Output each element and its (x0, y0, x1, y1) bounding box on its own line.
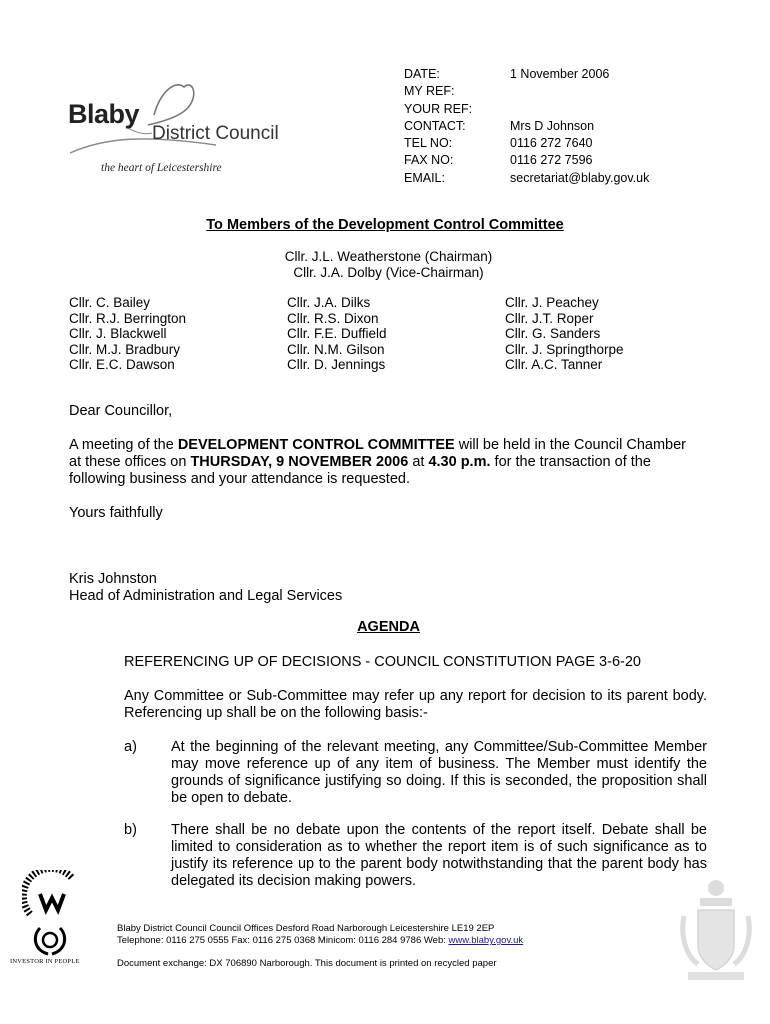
member-name: Cllr. R.J. Berrington (69, 310, 187, 326)
members-col-1 (69, 295, 186, 373)
salutation: Dear Councillor, (69, 403, 173, 419)
meeting-paragraph (69, 437, 689, 488)
meta-row (404, 101, 649, 118)
agenda-intro: Any Committee or Sub-Committee may refer up any report for decision to its parent body. Referencing up shall be on the following basis:- (124, 688, 707, 721)
item-label: b) (124, 822, 137, 838)
meta-label: DATE: (404, 67, 440, 81)
logo-brand: Blaby (68, 99, 140, 129)
member-name: Cllr. C. Bailey (69, 295, 151, 310)
members-col-2 (287, 295, 387, 373)
member-name: Cllr. A.C. Tanner (505, 357, 603, 372)
closing: Yours faithfully (69, 505, 163, 521)
meta-value: 0116 272 7640 (510, 136, 593, 151)
meeting-text: will be held in the Council Chamber at these offices on (69, 437, 687, 470)
footer-contacts-text: Telephone: 0116 275 0555 Fax: 0116 275 0368 Minicom: 0116 284 9786 Web: (117, 935, 449, 946)
footer-web-link[interactable]: www.blaby.gov.uk (448, 935, 524, 946)
footer-exchange: Document exchange: DX 706890 Narborough. This document is printed on recycled paper (117, 958, 497, 969)
member-name: Cllr. J.A. Dilks (287, 295, 371, 310)
meeting-time: 4.30 p.m. (428, 454, 491, 470)
meta-value: secretariat@blaby.gov.uk (510, 170, 650, 185)
meta-label: FAX NO: (404, 153, 454, 168)
meeting-text: for the transaction of the following business and your attendance is requested. (69, 454, 651, 487)
meta-row (404, 66, 649, 83)
meta-label: MY REF: (404, 84, 455, 99)
member-name: Cllr. F.E. Duffield (287, 326, 387, 341)
signatory-title: Head of Administration and Legal Services (69, 588, 343, 604)
chairman: Cllr. J.L. Weatherstone (Chairman) (284, 249, 493, 264)
meta-value: Mrs D Johnson (510, 118, 595, 133)
agenda-subtitle: REFERENCING UP OF DECISIONS - COUNCIL CONSTITUTION PAGE 3-6-20 (124, 654, 641, 670)
member-name: Cllr. J. Springthorpe (505, 341, 624, 357)
vice-chairman: Cllr. J.A. Dolby (Vice-Chairman) (293, 265, 484, 280)
meta-row (404, 170, 649, 187)
footer-address: Blaby District Council Council Offices Desford Road Narborough Leicestershire LE19 2EP (117, 923, 495, 934)
logo-council: District Council (152, 123, 279, 144)
meta-row (404, 83, 649, 100)
signatory-name: Kris Johnston (69, 571, 157, 587)
letter-meta (404, 66, 649, 187)
meta-row (404, 135, 649, 152)
council-logo (66, 75, 296, 185)
meta-row (404, 118, 649, 135)
page-title: To Members of the Development Control Committee (206, 217, 564, 233)
logo-tagline: the heart of Leicestershire (101, 162, 222, 174)
disability-badge (22, 870, 80, 922)
footer-contacts (117, 935, 523, 947)
member-name: Cllr. J. Peachey (505, 295, 599, 310)
meta-label: TEL NO: (404, 136, 453, 151)
meta-label: EMAIL: (404, 170, 445, 185)
member-name: Cllr. R.S. Dixon (287, 310, 379, 326)
investor-label: INVESTOR IN PEOPLE (10, 958, 80, 965)
members-col-3 (505, 295, 624, 373)
item-label: a) (124, 739, 137, 755)
member-name: Cllr. J. Blackwell (69, 326, 167, 341)
investor-badge (30, 922, 70, 958)
member-name: Cllr. N.M. Gilson (287, 341, 385, 357)
item-text: At the beginning of the relevant meeting, any Committee/Sub-Committee Member may move reference up of any item of business. The Member must identify the grounds of significance justifying so doing. If this is seconded, the proposition shall be open to debate. (171, 739, 707, 806)
laurel-wreath-icon (30, 922, 70, 958)
meta-value: 1 November 2006 (510, 67, 610, 81)
coat-of-arms-icon (676, 876, 756, 984)
meeting-committee: DEVELOPMENT CONTROL COMMITTEE (177, 437, 455, 453)
meeting-text: at (408, 454, 429, 470)
meta-value: 0116 272 7596 (510, 153, 593, 168)
member-name: Cllr. G. Sanders (505, 326, 601, 341)
agenda-title: AGENDA (357, 619, 420, 635)
meeting-text: A meeting of the (69, 437, 178, 453)
item-text: There shall be no debate upon the contents of the report itself. Debate shall be limited to consideration as to whether the report item is of such significance as to justify its reference up to the parent body notwithstanding that the parent body has delegated its decision making powers. (171, 822, 707, 889)
meta-row (404, 152, 649, 169)
meta-label: YOUR REF: (404, 101, 473, 116)
member-name: Cllr. M.J. Bradbury (69, 341, 181, 357)
member-name: Cllr. D. Jennings (287, 357, 386, 372)
member-name: Cllr. E.C. Dawson (69, 357, 175, 372)
meta-label: CONTACT: (404, 118, 466, 133)
disability-symbol-icon (22, 870, 80, 922)
member-name: Cllr. J.T. Roper (505, 310, 594, 326)
meeting-date: THURSDAY, 9 NOVEMBER 2006 (190, 454, 409, 470)
